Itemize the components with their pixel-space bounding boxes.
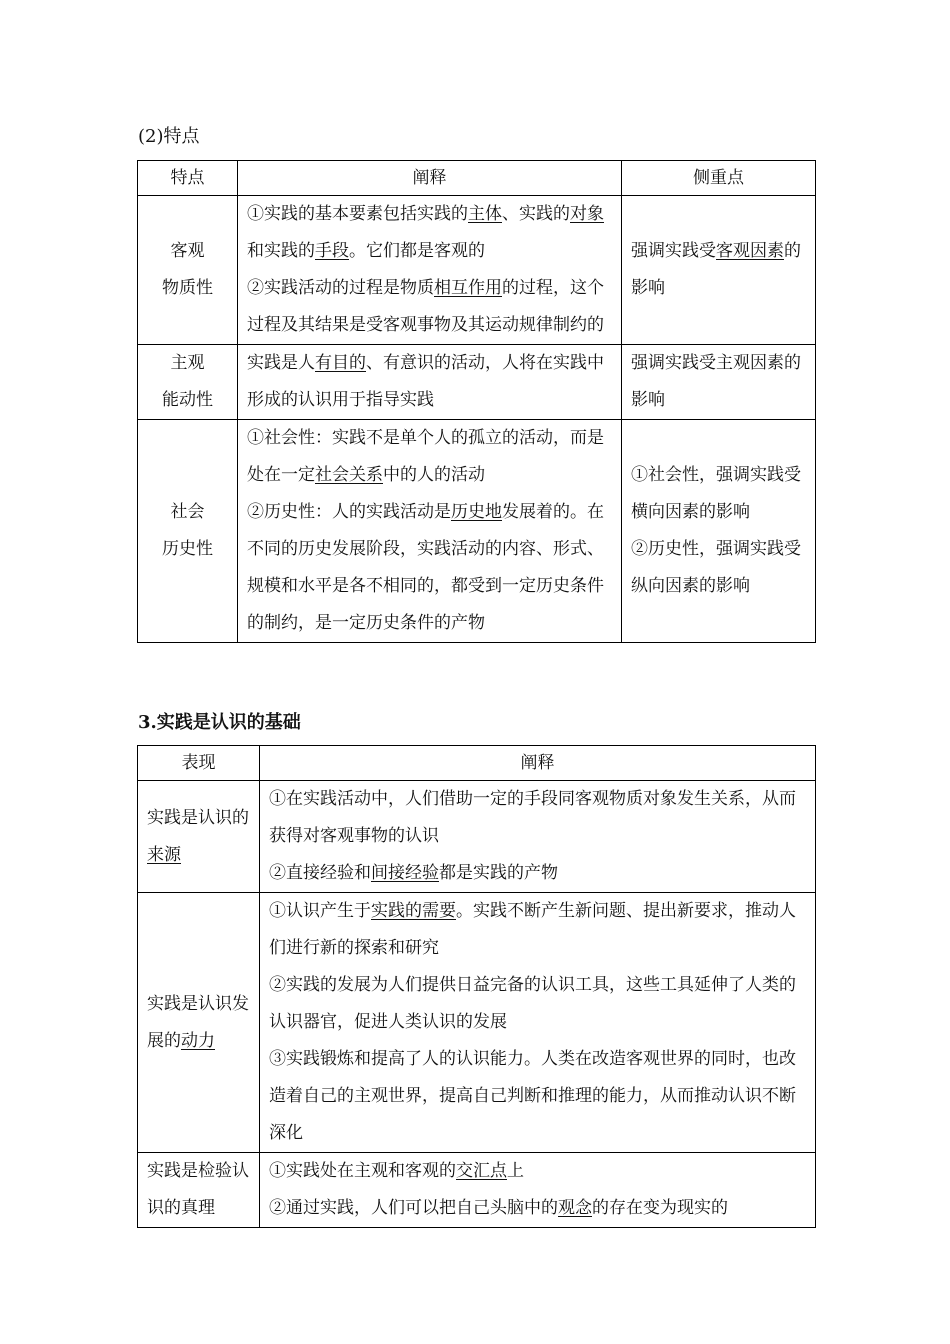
- basis-table: [137, 745, 816, 1228]
- feature-cell: 客观 物质性: [138, 196, 238, 345]
- explanation-point: ①认识产生于实践的需要。实践不断产生新问题、提出新要求，推动人们进行新的探索和研究: [269, 901, 796, 958]
- focus-cell: 强调实践受主观因素的影响: [622, 345, 816, 420]
- table-header-row: [138, 746, 816, 781]
- table-row: [138, 781, 816, 893]
- manifest-cell: 实践是检验认识的真理: [138, 1153, 260, 1228]
- header-explanation: 阐释: [238, 161, 622, 196]
- explanation-point: ②通过实践，人们可以把自己头脑中的观念的存在变为现实的: [269, 1198, 728, 1218]
- manifest-cell: 实践是认识的来源: [138, 781, 260, 893]
- focus-cell: ①社会性，强调实践受横向因素的影响 ②历史性，强调实践受纵向因素的影响: [622, 420, 816, 643]
- explanation-point: ①社会性：实践不是单个人的孤立的活动，而是处在一定社会关系中的人的活动: [247, 428, 604, 485]
- section-heading-features: (2)特点: [138, 126, 200, 147]
- explanation-point: ②实践的发展为人们提供日益完备的认识工具，这些工具延伸了人类的认识器官，促进人类认识的发展: [269, 975, 796, 1032]
- feature-cell: 社会 历史性: [138, 420, 238, 643]
- table-row: [138, 893, 816, 1153]
- explanation-point: ①实践处在主观和客观的交汇点上: [269, 1161, 524, 1181]
- header-feature: 特点: [138, 161, 238, 196]
- explanation-point: ②实践活动的过程是物质相互作用的过程，这个过程及其结果是受客观事物及其运动规律制约的: [247, 278, 604, 335]
- feature-cell: 主观 能动性: [138, 345, 238, 420]
- table-row: [138, 196, 816, 345]
- explanation-point: ①实践的基本要素包括实践的主体、实践的对象和实践的手段。它们都是客观的: [247, 204, 604, 261]
- explanation-point: ③实践锻炼和提高了人的认识能力。人类在改造客观世界的同时，也改造着自己的主观世界，提高自己判断和推理的能力，从而推动认识不断深化: [269, 1049, 796, 1143]
- explanation-cell: 实践是人有目的、有意识的活动，人将在实践中形成的认识用于指导实践: [238, 345, 622, 420]
- manifest-cell: 实践是认识发展的动力: [138, 893, 260, 1153]
- explanation-point: ②历史性：人的实践活动是历史地发展着的。在不同的历史发展阶段，实践活动的内容、形式、规模和水平是各不相同的，都受到一定历史条件的制约，是一定历史条件的产物: [247, 502, 604, 633]
- explanation-point: ②直接经验和间接经验都是实践的产物: [269, 863, 558, 883]
- header-manifest: 表现: [138, 746, 260, 781]
- table-header-row: [138, 161, 816, 196]
- explanation-cell: [260, 1153, 816, 1228]
- explanation-cell: [238, 196, 622, 345]
- focus-cell: 强调实践受客观因素的影响: [622, 196, 816, 345]
- explanation-point: ①在实践活动中，人们借助一定的手段同客观物质对象发生关系，从而获得对客观事物的认识: [269, 789, 796, 846]
- table-row: [138, 420, 816, 643]
- table-row: [138, 1153, 816, 1228]
- header-focus: 侧重点: [622, 161, 816, 196]
- section-heading-basis: 3.实践是认识的基础: [138, 712, 301, 733]
- header-explanation: 阐释: [260, 746, 816, 781]
- table-row: [138, 345, 816, 420]
- explanation-cell: [260, 781, 816, 893]
- explanation-cell: [260, 893, 816, 1153]
- features-table: [137, 160, 816, 643]
- explanation-cell: [238, 420, 622, 643]
